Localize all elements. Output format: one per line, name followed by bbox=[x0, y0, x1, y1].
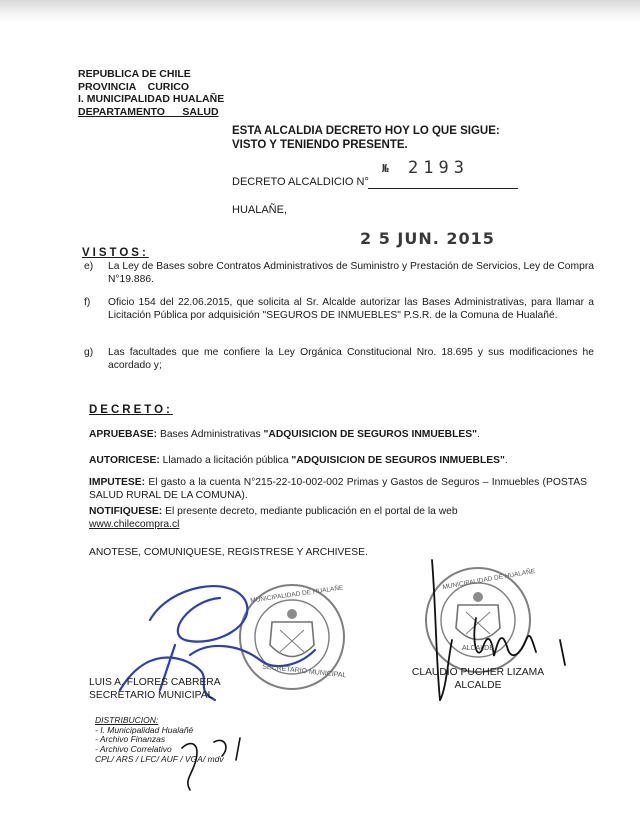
right-seal-text: MUNICIPALIDAD DE HUALAÑE bbox=[442, 567, 536, 592]
header-department: DEPARTAMENTO SALUD bbox=[78, 105, 219, 118]
left-seal-text: MUNICIPALIDAD DE HUALAÑE bbox=[249, 584, 344, 605]
date-stamp: 2 5 JUN. 2015 bbox=[360, 229, 495, 248]
left-signatory bbox=[89, 677, 221, 702]
distribution-initials: CPL/ ARS / LFC/ AUF / VGA/ mdv bbox=[95, 754, 224, 764]
distribution-line: - Archivo Correlativo bbox=[95, 743, 172, 754]
autoricese-label: AUTORICESE: bbox=[89, 455, 160, 466]
imputese-text: El gasto a la cuenta N°215-22-10-002-002 Primas y Gastos de Seguros – Inmuebles (POSTAS SALUD RURAL DE LA COMUNA). bbox=[89, 477, 587, 501]
notifiquese-text: El presente decreto, mediante publicación en el portal de la web bbox=[162, 506, 458, 517]
city-label: HUALAÑE, bbox=[232, 204, 288, 216]
decreto-heading: DECRETO: bbox=[89, 404, 173, 416]
left-signatory-name: LUIS A. FLORES CABRERA bbox=[89, 677, 221, 688]
distribution-block bbox=[95, 716, 224, 765]
number-prefix-stamp: № bbox=[382, 162, 389, 175]
distribution-heading: DISTRIBUCION: bbox=[95, 715, 159, 725]
autoricese-paragraph: AUTORICESE: Llamado a licitación pública "ADQUISICION DE SEGUROS INMUEBLES". bbox=[89, 455, 508, 466]
decree-number: 2193 bbox=[408, 158, 469, 178]
left-seal-caption: SECRETARIO MUNICIPAL bbox=[261, 663, 347, 680]
visto-marker: f) bbox=[84, 297, 91, 308]
apruebase-bold: "ADQUISICION DE SEGUROS INMUEBLES" bbox=[263, 429, 477, 440]
visto-text: La Ley de Bases sobre Contratos Administrativos de Suministro y Prestación de Servicios, Ley de Compra N°19.886. bbox=[108, 261, 594, 285]
imputese-label: IMPUTESE: bbox=[89, 477, 146, 488]
left-signatory-title: SECRETARIO MUNICIPAL bbox=[89, 689, 214, 701]
title-line-1: ESTA ALCALDIA DECRETO HOY LO QUE SIGUE: bbox=[232, 125, 500, 137]
apruebase-text: Bases Administrativas bbox=[157, 429, 264, 440]
decree-number-label: DECRETO ALCALDICIO N° bbox=[232, 176, 369, 188]
notifiquese-label: NOTIFIQUESE: bbox=[89, 506, 163, 517]
autoricese-text: Llamado a licitación pública bbox=[159, 455, 292, 466]
vistos-heading: VISTOS: bbox=[82, 247, 149, 259]
right-signatory-title: ALCALDE bbox=[454, 679, 502, 691]
title-line-2: VISTO Y TENIENDO PRESENTE. bbox=[232, 139, 408, 151]
header-municipality: I. MUNICIPALIDAD HUALAÑE bbox=[78, 93, 225, 105]
visto-marker: e) bbox=[84, 261, 94, 272]
distribution-line: - I. Municipalidad Hualañé bbox=[95, 724, 194, 735]
apruebase-label: APRUEBASE: bbox=[89, 429, 158, 440]
distribution-line: - Archivo Finanzas bbox=[95, 734, 166, 744]
apruebase-paragraph: APRUEBASE: Bases Administrativas "ADQUISICION DE SEGUROS INMUEBLES". bbox=[89, 429, 480, 440]
visto-marker: g) bbox=[84, 347, 94, 358]
closing-line: ANOTESE, COMUNIQUESE, REGISTRESE Y ARCHIVESE. bbox=[89, 547, 368, 558]
visto-text: Las facultades que me confiere la Ley Orgánica Constitucional Nro. 18.695 y sus modificaciones he acordado y; bbox=[108, 347, 594, 371]
right-signatory bbox=[408, 667, 548, 692]
chilecompra-link[interactable]: www.chilecompra.cl bbox=[89, 519, 180, 530]
header-country: REPUBLICA DE CHILE bbox=[78, 68, 191, 80]
right-signatory-name: CLAUDIO PUCHER LIZAMA bbox=[411, 667, 545, 678]
visto-text: Oficio 154 del 22.06.2015, que solicita al Sr. Alcalde autorizar las Bases Administrativas, para llamar a Licitación Pública por adquisición "SEGUROS DE INMUEBLES" P.S.R. de la Comuna de Hualañé. bbox=[108, 297, 594, 321]
header-province: PROVINCIA CURICO bbox=[78, 80, 190, 93]
right-seal-caption: ALCALDE bbox=[462, 645, 494, 652]
autoricese-bold: "ADQUISICION DE SEGUROS INMUEBLES" bbox=[291, 455, 505, 466]
